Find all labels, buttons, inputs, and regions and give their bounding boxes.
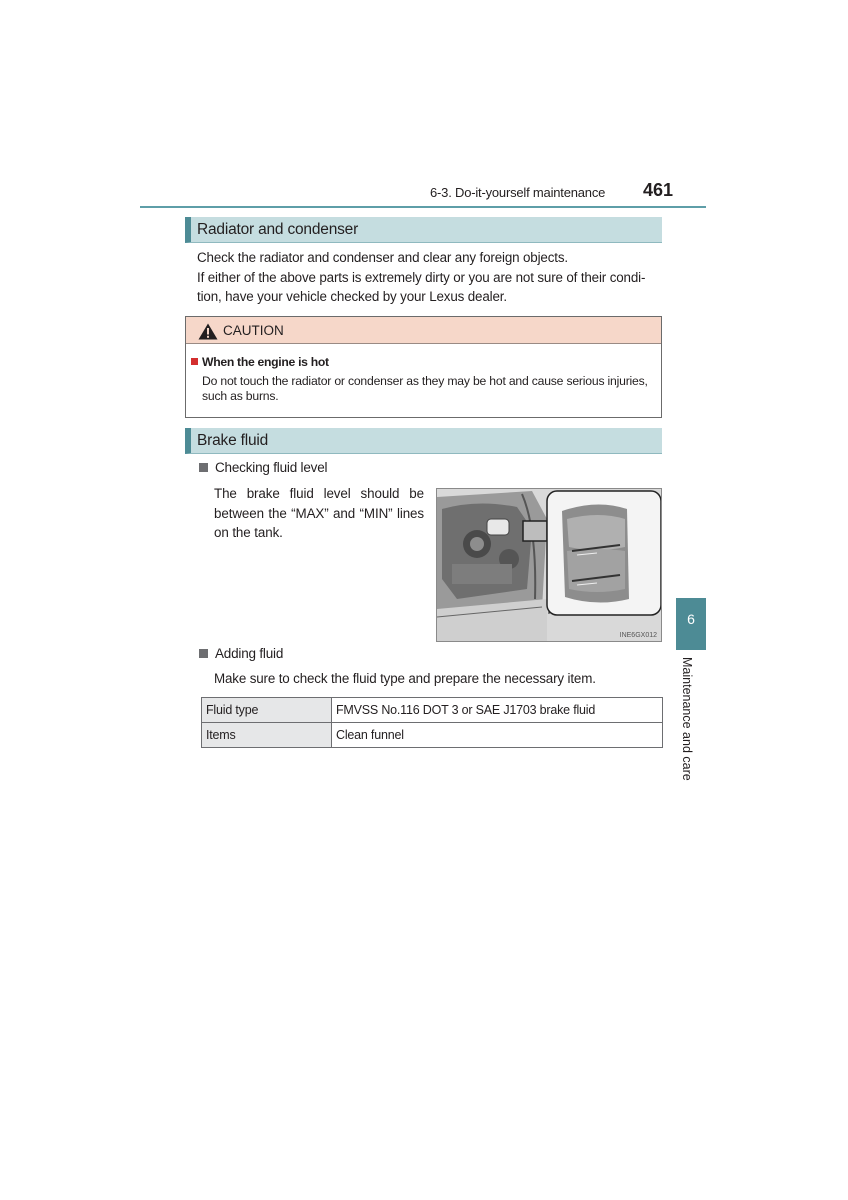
section-title: 6-3. Do-it-yourself maintenance [430, 185, 606, 200]
checking-fluid-text: The brake fluid level should be between the “MAX” and “MIN” lines on the tank. [214, 486, 424, 540]
brake-fluid-heading [185, 428, 662, 454]
brake-fluid-reservoir-illustration [436, 488, 662, 642]
table-label-cell: Items [202, 723, 332, 748]
radiator-paragraph-2-line-2: tion, have your vehicle checked by your Lexus dealer. [197, 289, 507, 304]
table-value-cell: FMVSS No.116 DOT 3 or SAE J1703 brake fluid [332, 698, 663, 723]
caution-text: Do not touch the radiator or condenser as they may be hot and cause serious injuries, such as burns. [202, 374, 648, 403]
red-square-bullet-icon [191, 358, 198, 365]
adding-fluid-subheading [199, 646, 283, 661]
table-row [202, 698, 663, 723]
page-number: 461 [643, 180, 674, 200]
warning-triangle-icon [198, 323, 218, 340]
illustration-code: INE6GX012 [619, 632, 657, 639]
caution-subheading [191, 355, 329, 369]
checking-fluid-subheading [199, 460, 327, 475]
caution-label: CAUTION [223, 323, 284, 338]
checking-fluid-subheading-text: Checking fluid level [215, 460, 328, 475]
adding-fluid-subheading-text: Adding fluid [215, 646, 284, 661]
caution-header [186, 317, 661, 344]
table-label-cell: Fluid type [202, 698, 332, 723]
fluid-table [201, 697, 663, 748]
chapter-tab [676, 598, 706, 650]
table-value-cell: Clean funnel [332, 723, 663, 748]
caution-box [185, 316, 662, 418]
radiator-paragraph-2-line-1: If either of the above parts is extremely dirty or you are not sure of their condi- [197, 270, 646, 285]
gray-square-bullet-icon [199, 463, 208, 472]
header-divider [140, 206, 706, 208]
radiator-heading [185, 217, 662, 243]
brake-fluid-heading-text: Brake fluid [197, 432, 269, 449]
chapter-number: 6 [687, 611, 695, 627]
gray-square-bullet-icon [199, 649, 208, 658]
engine-bay-drawing [437, 489, 662, 642]
radiator-heading-text: Radiator and condenser [197, 221, 359, 238]
radiator-paragraph-1: Check the radiator and condenser and clear any foreign objects. [197, 250, 568, 265]
chapter-label: Maintenance and care [680, 657, 694, 781]
adding-fluid-text: Make sure to check the fluid type and prepare the necessary item. [214, 671, 596, 686]
caution-subheading-text: When the engine is hot [202, 355, 329, 369]
table-row [202, 723, 663, 748]
